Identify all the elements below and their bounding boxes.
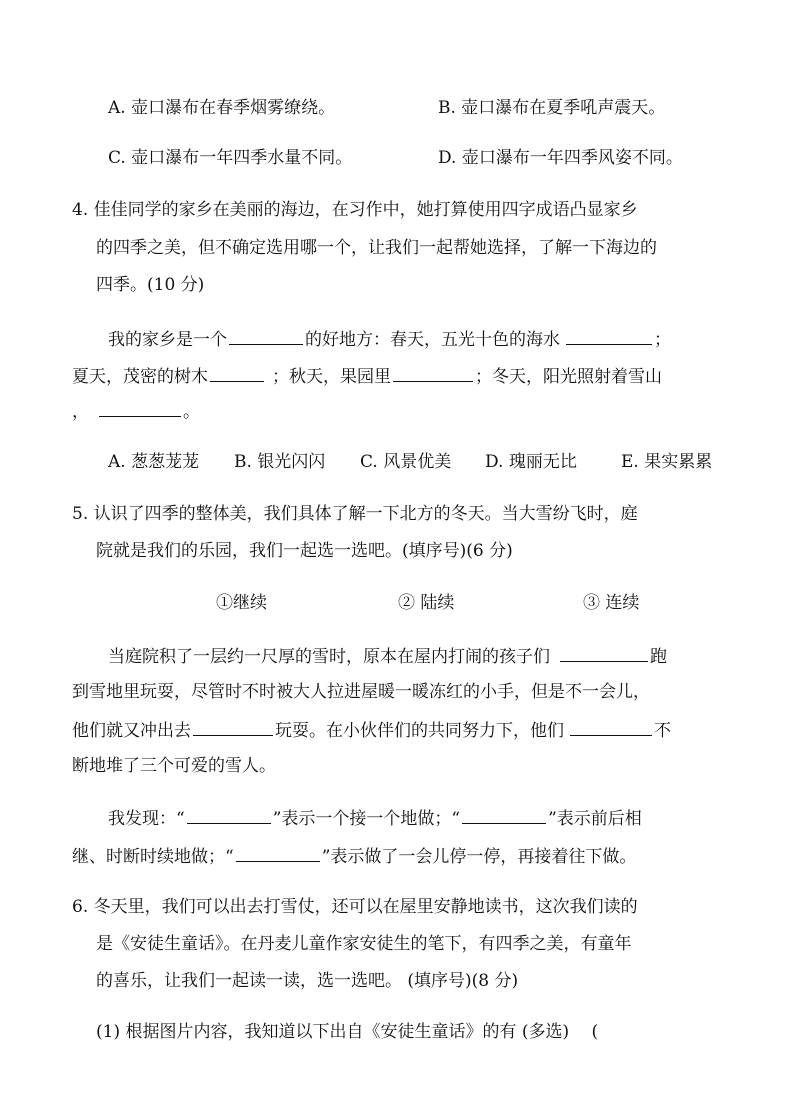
- q4-text: 的好地方：春天，五光十色的海水: [305, 330, 560, 350]
- answer-blank[interactable]: [229, 326, 303, 345]
- q4-stem-line1: 4. 佳佳同学的家乡在美丽的海边，在习作中，她打算使用四字成语凸显家乡: [72, 200, 638, 220]
- option-c: C. 壶口瀑布一年四季水量不同。: [108, 148, 353, 168]
- q4-text: ；秋天，果园里: [272, 367, 391, 387]
- q5-text: 我发现：“: [108, 809, 185, 829]
- q5-paragraph-line1: [108, 643, 667, 669]
- q4-option-c: C. 风景优美: [360, 452, 452, 472]
- q5-text: ”表示前后相: [548, 809, 642, 829]
- q5-text: 他们就又冲出去: [72, 721, 191, 741]
- q5-choice-2: ② 陆续: [398, 593, 455, 613]
- answer-blank[interactable]: [566, 326, 652, 345]
- q5-finding-line2: [72, 843, 636, 869]
- q5-text: 玩耍。在小伙伴们的共同努力下，他们: [275, 721, 564, 741]
- option-b: B. 壶口瀑布在夏季吼声震天。: [438, 98, 666, 118]
- q4-option-d: D. 瑰丽无比: [485, 452, 577, 472]
- option-d: D. 壶口瀑布一年四季风姿不同。: [438, 148, 683, 168]
- q5-paragraph-line2: 到雪地里玩耍，尽管时不时被大人拉进屋暖一暖冻红的小手，但是不一会儿，: [72, 682, 650, 702]
- q5-choice-1: ①继续: [216, 593, 267, 613]
- q6-stem-line3: 的喜乐，让我们一起读一读，选一选吧。 (填序号)(8 分): [96, 971, 519, 991]
- q5-text: 继、时断时续地做；“: [72, 847, 234, 867]
- q6-stem-line2: 是《安徒生童话》。在丹麦儿童作家安徒生的笔下，有四季之美，有童年: [96, 934, 632, 954]
- answer-blank[interactable]: [210, 363, 264, 382]
- answer-blank[interactable]: [99, 398, 181, 417]
- q5-text: 不: [654, 721, 671, 741]
- q4-text: 夏天，茂密的树木: [72, 367, 208, 387]
- option-a: A. 壶口瀑布在春季烟雾缭绕。: [108, 98, 336, 118]
- q5-stem-line2: 院就是我们的乐园，我们一起选一选吧。(填序号)(6 分): [96, 541, 513, 561]
- q4-text: 我的家乡是一个: [108, 330, 227, 350]
- q4-paragraph-line2: [72, 363, 662, 389]
- q5-text: 当庭院积了一层约一尺厚的雪时，原本在屋内打闹的孩子们: [108, 647, 550, 667]
- q6-stem-line1: 6. 冬天里，我们可以出去打雪仗，还可以在屋里安静地读书，这次我们读的: [72, 897, 638, 917]
- answer-blank[interactable]: [393, 363, 473, 382]
- answer-blank[interactable]: [560, 643, 648, 662]
- q5-stem-line1: 5. 认识了四季的整体美，我们具体了解一下北方的冬天。当大雪纷飞时，庭: [72, 504, 638, 524]
- q4-text: ；: [654, 330, 671, 350]
- q4-text: ；冬天，阳光照射着雪山: [475, 367, 662, 387]
- answer-blank[interactable]: [570, 717, 652, 736]
- q4-paragraph-line1: [108, 326, 671, 352]
- q5-paragraph-line3: [72, 717, 671, 743]
- q4-text: ，: [72, 402, 89, 422]
- q4-stem-line2: 的四季之美，但不确定选用哪一个，让我们一起帮她选择，了解一下海边的: [96, 238, 657, 258]
- answer-blank[interactable]: [462, 805, 546, 824]
- q6-subquestion-1: (1) 根据图片内容，我知道以下出自《安徒生童话》的有 (多选) (: [96, 1022, 599, 1042]
- q5-paragraph-line4: 断地堆了三个可爱的雪人。: [72, 756, 276, 776]
- q4-option-b: B. 银光闪闪: [234, 452, 326, 472]
- q4-option-a: A. 葱葱茏茏: [108, 452, 200, 472]
- q5-choice-3: ③ 连续: [583, 593, 640, 613]
- q5-finding-line1: [108, 805, 642, 831]
- q4-text: 。: [183, 402, 200, 422]
- q4-stem-line3: 四季。(10 分): [96, 275, 205, 295]
- q5-text: 跑: [650, 647, 667, 667]
- q5-text: ”表示一个接一个地做；“: [272, 809, 461, 829]
- answer-blank[interactable]: [236, 843, 320, 862]
- q4-option-e: E. 果实累累: [621, 452, 713, 472]
- q5-text: ”表示做了一会儿停一停，再接着往下做。: [321, 847, 637, 867]
- answer-blank[interactable]: [187, 805, 271, 824]
- answer-blank[interactable]: [193, 717, 273, 736]
- q4-paragraph-line3: [72, 398, 200, 424]
